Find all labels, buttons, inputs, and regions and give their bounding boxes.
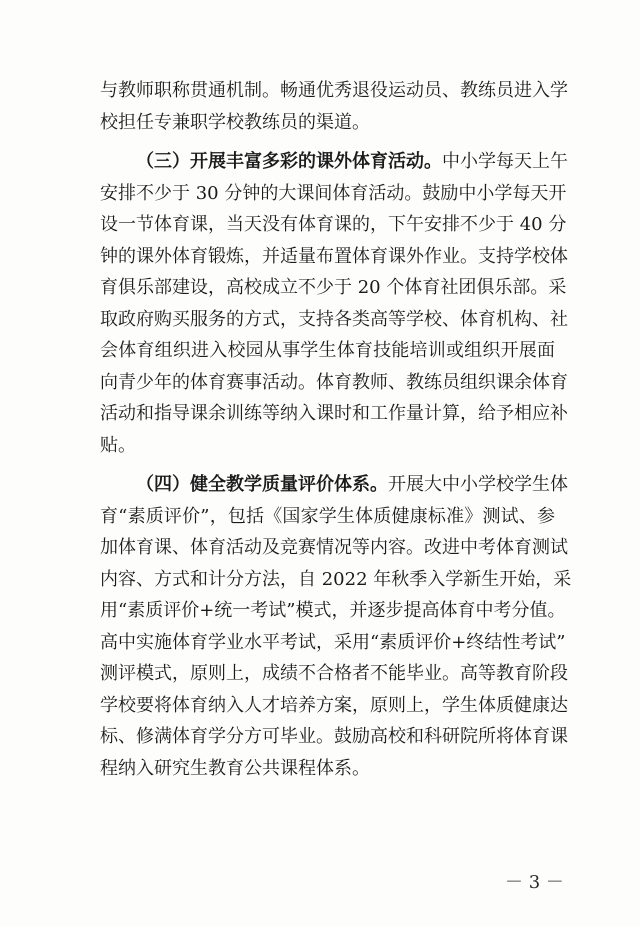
text-line: 用“素质评价+统一考试”模式，并逐步提高体育中考分值。 (100, 600, 566, 621)
text-line: 校担任专兼职学校教练员的渠道。 (100, 111, 370, 133)
text-line: 钟的课外体育锻炼，并适量布置体育课外作业。支持学校体 (100, 245, 568, 267)
text-line: 活动和指导课余训练等纳入课时和工作量计算，给予相应补 (100, 403, 568, 424)
text-line: 高中实施体育学业水平考试，采用“素质评价+终结性考试” (100, 631, 566, 653)
text-line: 标、修满体育学分方可毕业。鼓励高校和科研院所将体育课 (100, 726, 568, 747)
paragraph-quality-evaluation (100, 469, 572, 784)
text-line: 程纳入研究生教育公共课程体系。 (100, 757, 370, 779)
paragraph-extracurricular-activities (100, 146, 568, 461)
text-line: 与教师职称贯通机制。畅通优秀退役运动员、教练员进入学 (100, 80, 568, 101)
section-heading-4: （四）健全教学质量评价体系。 (136, 474, 388, 495)
page-number: － 3 － (505, 872, 564, 893)
document-body (100, 75, 572, 784)
text-line (100, 146, 568, 178)
paragraph-continued (100, 75, 568, 138)
text-line: 育“素质评价”，包括《国家学生体质健康标准》测试、参 (100, 505, 555, 527)
text-line: 安排不少于 30 分钟的大课间体育活动。鼓励中小学每天开 (100, 182, 567, 204)
text-line: 内容、方式和计分方法，自 2022 年秋季入学新生开始，采 (100, 568, 572, 590)
text-run: 中小学每天上午 (442, 151, 568, 172)
text-line: 学校要将体育纳入人才培养方案，原则上，学生体质健康达 (100, 694, 568, 716)
section-heading-3: （三）开展丰富多彩的课外体育活动。 (136, 151, 442, 172)
text-line: 测评模式，原则上，成绩不合格者不能毕业。高等教育阶段 (100, 663, 568, 684)
text-line: 育俱乐部建设，高校成立不少于 20 个体育社团俱乐部。采 (100, 277, 567, 298)
text-line (100, 469, 568, 501)
text-line: 设一节体育课，当天没有体育课的，下午安排不少于 40 分 (100, 214, 567, 235)
text-run: 开展大中小学校学生体 (388, 474, 568, 495)
text-line: 加体育课、体育活动及竞赛情况等内容。改进中考体育测试 (100, 537, 568, 558)
text-line: 向青少年的体育赛事活动。体育教师、教练员组织课余体育 (100, 371, 568, 393)
text-line: 会体育组织进入校园从事学生体育技能培训或组织开展面 (100, 340, 555, 361)
text-line: 取政府购买服务的方式，支持各类高等学校、体育机构、社 (100, 308, 568, 330)
text-line: 贴。 (100, 434, 136, 456)
